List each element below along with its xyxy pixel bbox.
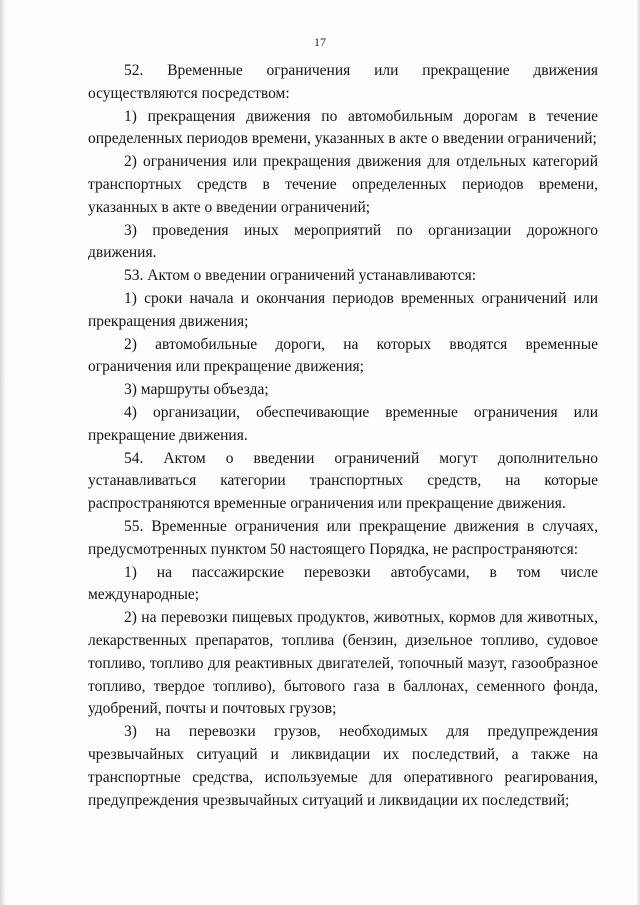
paragraph-52: 52. Временные ограничения или прекращение движения осуществляются посредством: xyxy=(88,62,598,102)
scan-edge-right xyxy=(636,0,640,905)
list-item-55-2: 2) на перевозки пищевых продуктов, животных, кормов для животных, лекарственных препаратов, топлива (бензин, дизельное топливо, судовое топливо, топливо для реактивных двигателей, топочный мазут, газообразное топливо, твердое топливо), бытового газа в баллонах, семенного фонда, удобрений, почты и почтовых грузов; xyxy=(88,609,598,718)
list-item-53-2: 2) автомобильные дороги, на которых вводятся временные ограничения или прекращение движения; xyxy=(88,335,598,376)
list-item-52-1: 1) прекращения движения по автомобильным дорогам в течение определенных периодов времени, указанных в акте о введении ограничений; xyxy=(88,107,598,148)
list-item-53-3: 3) маршруты объезда; xyxy=(124,381,269,399)
page-number: 17 xyxy=(314,35,326,49)
scan-edge-left xyxy=(0,0,6,905)
list-item-52-3: 3) проведения иных мероприятий по организации дорожного движения. xyxy=(88,221,598,262)
paragraph-53: 53. Актом о введении ограничений устанавливаются: xyxy=(124,267,477,285)
paragraph-54: 54. Актом о введении ограничений могут дополнительно устанавливаться категории транспортных средств, на которые распространяются временные ограничения или прекращение движения. xyxy=(88,449,598,513)
list-item-55-1: 1) на пассажирские перевозки автобусами, в том числе международные; xyxy=(88,563,598,604)
list-item-52-2: 2) ограничения или прекращения движения для отдельных категорий транспортных средств в течение определенных периодов времени, указанных в акте о введении ограничений; xyxy=(88,153,598,216)
list-item-53-4: 4) организации, обеспечивающие временные ограничения или прекращение движения. xyxy=(88,403,598,444)
list-item-55-3: 3) на перевозки грузов, необходимых для предупреждения чрезвычайных ситуаций и ликвидации их последствий, а также на транспортные средства, используемые для оперативного реагирования, предупреждения чрезвычайных ситуаций и ликвидации их последствий; xyxy=(88,723,598,809)
list-item-53-1: 1) сроки начала и окончания периодов временных ограничений или прекращения движения; xyxy=(88,289,598,330)
paragraph-55: 55. Временные ограничения или прекращение движения в случаях, предусмотренных пунктом 50 настоящего Порядка, не распространяются: xyxy=(88,517,598,558)
document-body xyxy=(88,60,598,812)
